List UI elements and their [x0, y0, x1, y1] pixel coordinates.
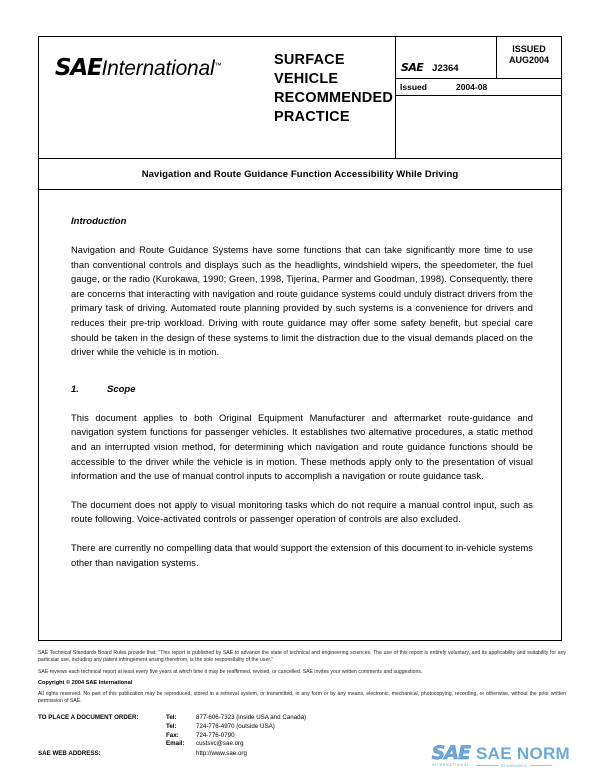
doc-number: J2364 — [432, 62, 459, 74]
order-email-value[interactable]: custsvc@sae.org — [196, 740, 244, 748]
doc-type-line-4: PRACTICE — [274, 109, 350, 125]
header-meta-top-row — [396, 37, 561, 79]
header-meta-cell — [396, 37, 561, 158]
issued-stamp-cell — [497, 37, 561, 78]
trademark-icon: ™ — [214, 62, 222, 70]
web-address-label: SAE WEB ADDRESS: — [38, 749, 101, 757]
order-row-key: Tel: — [166, 723, 177, 731]
issued-date: AUG2004 — [508, 55, 550, 65]
document-header — [39, 37, 561, 159]
header-blank-cell — [396, 96, 561, 158]
scope-heading — [71, 384, 533, 395]
order-rows — [166, 714, 306, 748]
legal-text-board-rules: SAE Technical Standards Board Rules provide that: "This report is published by SAE to advance the state of technical and engineering sciences. The use of this report is entirely voluntary, and its applicability and suitability for any particular use, including any patent infringement arising therefrom, is the sole responsibility of the user." — [38, 650, 566, 664]
divider-right — [530, 765, 552, 766]
order-row — [166, 723, 306, 732]
sae-international-logo — [55, 57, 260, 80]
order-row-key: Fax: — [166, 731, 179, 739]
divider-left — [476, 765, 498, 766]
sae-norm-word-text: SAE NORM — [475, 743, 570, 763]
sae-logo-mark: SAE — [55, 55, 102, 81]
doc-type-line-3: RECOMMENDED — [274, 90, 394, 106]
sae-norm-badge-sub: INTERNATIONAL — [431, 763, 470, 768]
rights-reserved-notice: All rights reserved. No part of this publication may be reproduced, stored in a retrieval system, or transmitted, in any form or by any means, electronic, mechanical, photocopying, recording, or otherwise, without the prior written permission of SAE. — [38, 691, 566, 705]
order-row — [166, 714, 306, 723]
doc-number-cell — [396, 37, 497, 78]
sae-logo-name: International — [101, 57, 215, 80]
sae-norm-word-subline — [476, 764, 570, 768]
sae-norm-badge-icon — [432, 744, 470, 768]
order-row-value: 724-776-0790 — [196, 731, 235, 739]
scope-heading-label: Scope — [107, 383, 136, 395]
document-body — [39, 190, 561, 570]
order-row-value: 724-776-4970 (outside USA) — [196, 723, 275, 731]
order-row-key: Tel: — [166, 714, 177, 722]
page-title: Navigation and Route Guidance Function Accessibility While Driving — [141, 168, 459, 180]
scope-number: 1. — [71, 383, 79, 395]
issued-row-value: 2004-08 — [456, 82, 488, 92]
order-label: TO PLACE A DOCUMENT ORDER: — [38, 714, 139, 722]
issued-row-label: Issued — [400, 82, 427, 92]
legal-text-review: SAE reviews each technical report at least every five years at which time it may be reaffirmed, revised, or cancelled. SAE invites your written comments and suggestions. — [38, 668, 423, 675]
introduction-heading: Introduction — [71, 216, 127, 227]
scope-paragraph-3: There are currently no compelling data that would support the extension of this document to in-vehicle systems other than navigation systems. — [71, 542, 533, 568]
web-address-value[interactable]: http://www.sae.org — [196, 749, 247, 757]
order-row-value: 877-606-7323 (inside USA and Canada) — [196, 714, 307, 722]
header-logo-cell — [39, 37, 260, 158]
sae-mini-logo: SAE — [401, 61, 424, 74]
sae-norm-badge-text: SAE — [431, 742, 470, 765]
copyright-notice: Copyright © 2004 SAE International — [38, 680, 133, 687]
sae-norm-wordmark — [476, 745, 570, 768]
scope-paragraph-1: This document applies to both Original Equipment Manufacturer and aftermarket route-guidance and navigation system functions for passenger vehicles. It establishes two alternative procedures, a static method and an interrupted vision method, for determining which navigation and route guidance functions should be accessible to the driver while the vehicle is in motion. These methods apply only to the presentation of visual information and the use of manual control inputs to accomplish a navigation or route guidance task. — [71, 412, 533, 482]
sae-norm-word-sub: STANDARDS — [500, 763, 528, 768]
scope-paragraph-2: The document does not apply to visual monitoring tasks which do not require a manual control input, such as route following. Voice-activated controls or passenger operation of controls are also excluded. — [71, 499, 533, 525]
doc-type-line-2: VEHICLE — [274, 71, 339, 87]
issued-row — [396, 79, 561, 96]
document-title-band — [39, 159, 561, 190]
doc-type-line-1: SURFACE — [274, 52, 345, 68]
issued-label: ISSUED — [512, 44, 546, 54]
order-row-key: Email: — [166, 740, 185, 748]
order-row — [166, 732, 306, 741]
introduction-paragraph: Navigation and Route Guidance Systems have some functions that can take significantly more time to use than conventional controls and displays such as the headlights, windshield wipers, the speedometer, the fuel gauge, or the radio (Kurokawa, 1990; Green, 1998, Tijerina, Parmer and Goodman, 1998). Consequently, there are concerns that interacting with navigation and route guidance systems could unduly distract drivers from the primary task of driving. Automated route planning provided by such systems is a convenience for drivers and reduces their pre-trip workload. Driving with route guidance may offer some safety benefit, but special care should be taken in the design of these systems to limit the distraction due to the visual demands placed on the driver while the vehicle is in motion. — [71, 245, 533, 358]
document-type-cell — [260, 37, 396, 158]
sae-norm-watermark — [432, 744, 570, 768]
document-footer — [38, 650, 566, 758]
section-spacer — [71, 374, 533, 384]
order-row — [166, 740, 306, 749]
document-frame — [38, 36, 562, 641]
